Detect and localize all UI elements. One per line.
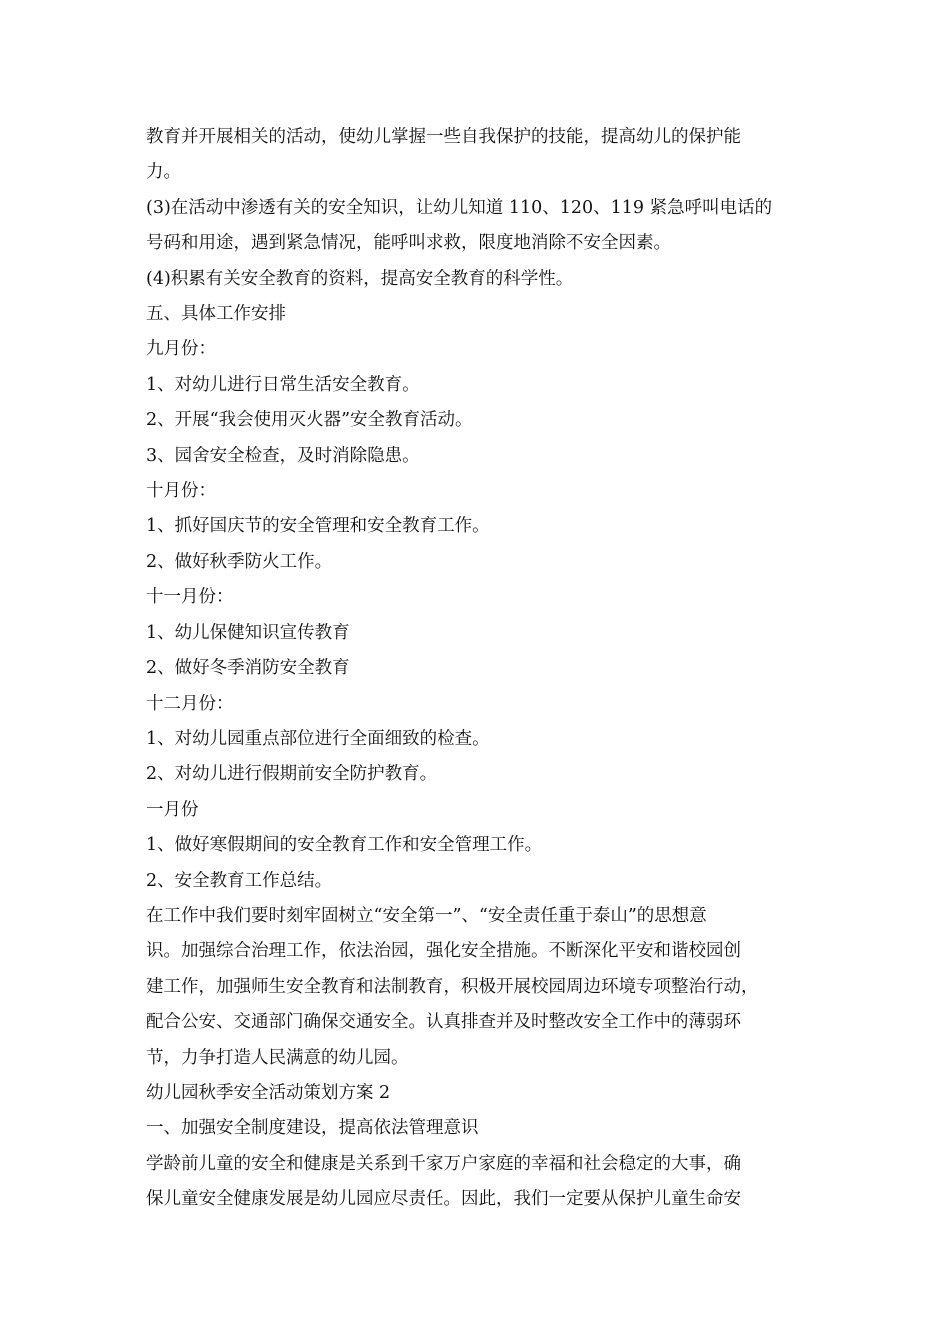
paragraph-intro-continuation: 教育并开展相关的活动，使幼儿掌握一些自我保护的技能，提高幼儿的保护能 力。 [146,127,741,183]
list-item: 3、园舍安全检查，及时消除隐患。 [146,445,420,466]
list-item: 1、幼儿保健知识宣传教育 [146,622,350,643]
list-item: 1、抓好国庆节的安全管理和安全教育工作。 [146,516,490,537]
list-item: 2、开展“我会使用灭火器”安全教育活动。 [146,410,473,431]
month-heading-january: 一月份 [146,799,199,820]
list-item: 1、对幼儿进行日常生活安全教育。 [146,374,420,395]
document-title-plan-2: 幼儿园秋季安全活动策划方案 2 [146,1082,391,1103]
month-heading-september: 九月份： [146,339,216,360]
list-item: 2、做好冬季消防安全教育 [146,658,350,679]
list-item: 2、做好秋季防火工作。 [146,551,333,572]
list-item: 1、做好寒假期间的安全教育工作和安全管理工作。 [146,835,543,856]
paragraph-item-4: (4)积累有关安全教育的资料，提高安全教育的科学性。 [146,268,574,289]
month-heading-december: 十二月份： [146,693,234,714]
paragraph-section-1-body: 学龄前儿童的安全和健康是关系到千家万户家庭的幸福和社会稳定的大事，确 保儿童安全健康发展是幼儿园应尽责任。因此，我们一定要从保护儿童生命安 [146,1153,741,1210]
document-body [146,120,822,1218]
section-heading-1: 一、加强安全制度建设，提高依法管理意识 [146,1118,479,1139]
paragraph-summary: 在工作中我们要时刻牢固树立“安全第一”、“安全责任重于泰山”的思想意 识。加强综合治理工作，依法治园，强化安全措施。不断深化平安和谐校园创 建工作，加强师生安全教育和法制教育，积极开展校园周边环境专项整治行动， 配合公安、交通部门确保交通安全。认真排查并及时整改安全工作中的薄弱环 节，力争打造人民满意的幼儿园。 [146,905,759,1068]
month-heading-october: 十月份： [146,481,216,502]
list-item: 2、安全教育工作总结。 [146,870,333,891]
section-heading-schedule: 五、具体工作安排 [146,304,286,325]
month-heading-november: 十一月份： [146,587,234,608]
list-item: 2、对幼儿进行假期前安全防护教育。 [146,764,438,785]
paragraph-item-3: (3)在活动中渗透有关的安全知识，让幼儿知道 110、120、119 紧急呼叫电话的 号码和用途，遇到紧急情况，能呼叫求救，限度地消除不安全因素。 [146,197,773,254]
list-item: 1、对幼儿园重点部位进行全面细致的检查。 [146,728,490,749]
